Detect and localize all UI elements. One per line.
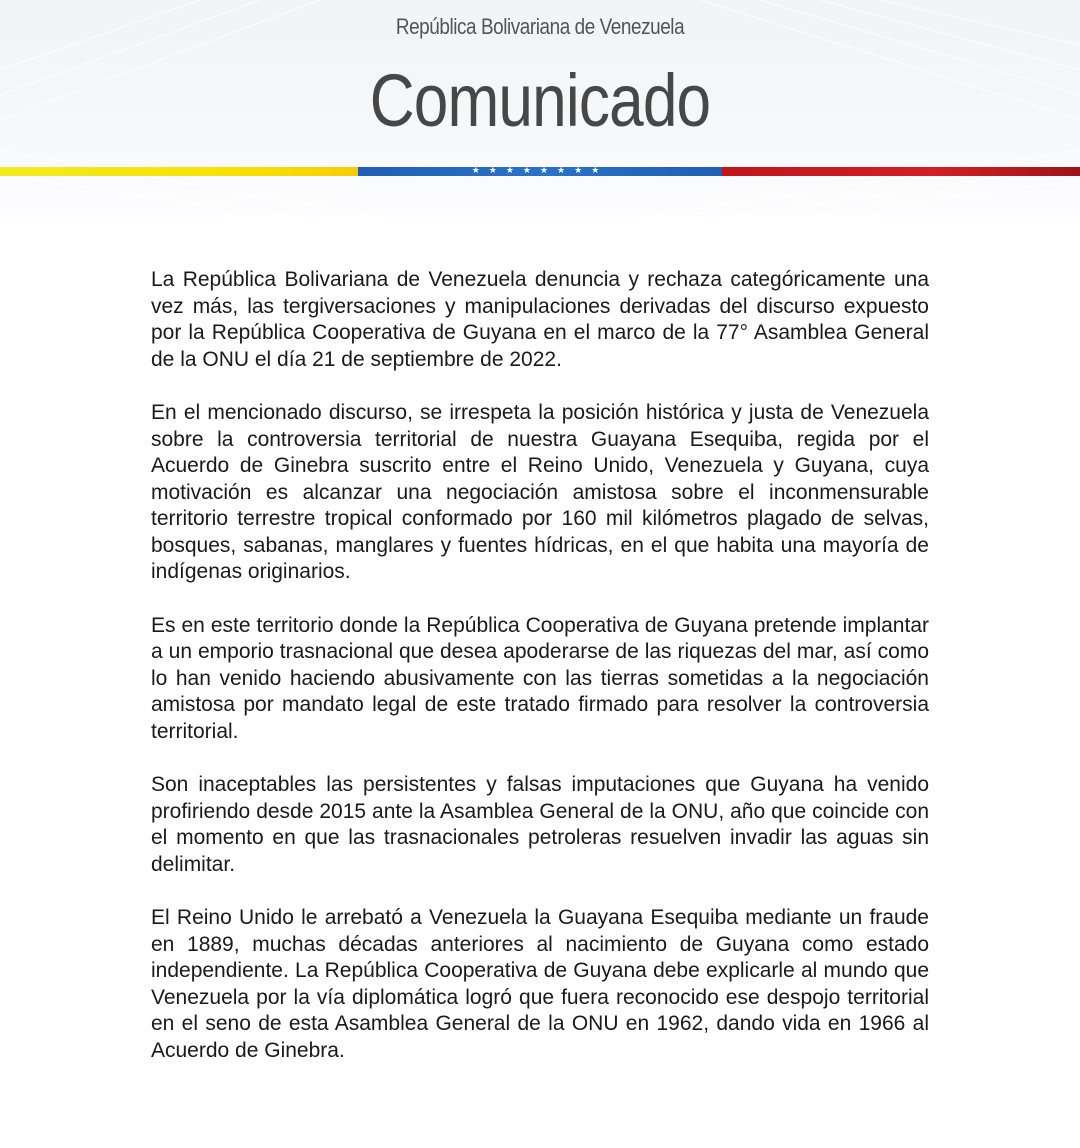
republic-name: República Bolivariana de Venezuela [395,14,685,39]
paragraph-3: Es en este territorio donde la República Cooperativa de Guyana pretende implantar a un emporio trasnacional que desea apoderarse de las riquezas del mar, así como lo han venido haciendo abusivamente con las tierras sometidas a la negociación amistosa por mandato legal de este tratado firmado para resolver la controversia territorial. [151,613,929,743]
page-title: Comunicado [369,59,711,142]
paragraph-2: En el mencionado discurso, se irrespeta la posición histórica y justa de Venezuela sobre la controversia territorial de nuestra Guayana Esequiba, regida por el Acuerdo de Ginebra suscrito entre el Reino Unido, Venezuela y Guyana, cuya motivación es alcanzar una negociación amistosa sobre el inconmensurable territorio terrestre tropical conformado por 160 mil kilómetros plagado de selvas, bosques, sabanas, manglares y fuentes hídricas, en el que habita una mayoría de indígenas originarios. [151,401,929,583]
communique-body [151,267,929,1091]
paragraph-1: La República Bolivariana de Venezuela denuncia y rechaza categóricamente una vez más, las tergiversaciones y manipulaciones derivadas del discurso expuesto por la República Cooperativa de Guyana en el marco de la 77° Asamblea General de la ONU el día 21 de septiembre de 2022. [151,268,929,371]
flag-blue-stripe [358,167,722,176]
flag-band [0,167,1080,176]
paragraph-5: El Reino Unido le arrebató a Venezuela la Guayana Esequiba mediante un fraude en 1889, muchas décadas anteriores al nacimiento de Guyana como estado independiente. La República Cooperativa de Guyana debe explicarle al mundo que Venezuela por la vía diplomática logró que fuera reconocido ese despojo territorial en el seno de esta Asamblea General de la ONU en 1962, dando vida en 1966 al Acuerdo de Ginebra. [151,906,929,1062]
letterhead [0,0,1080,218]
paragraph-4: Son inaceptables las persistentes y falsas imputaciones que Guyana ha venido profiriendo desde 2015 ante la Asamblea General de la ONU, año que coincide con el momento en que las trasnacionales petroleras resuelven invadir las aguas sin delimitar. [151,773,929,876]
stars-icon: ★★★★★★★★ [471,166,609,176]
flag-red-stripe [722,167,1080,176]
flag-yellow-stripe [0,167,358,176]
